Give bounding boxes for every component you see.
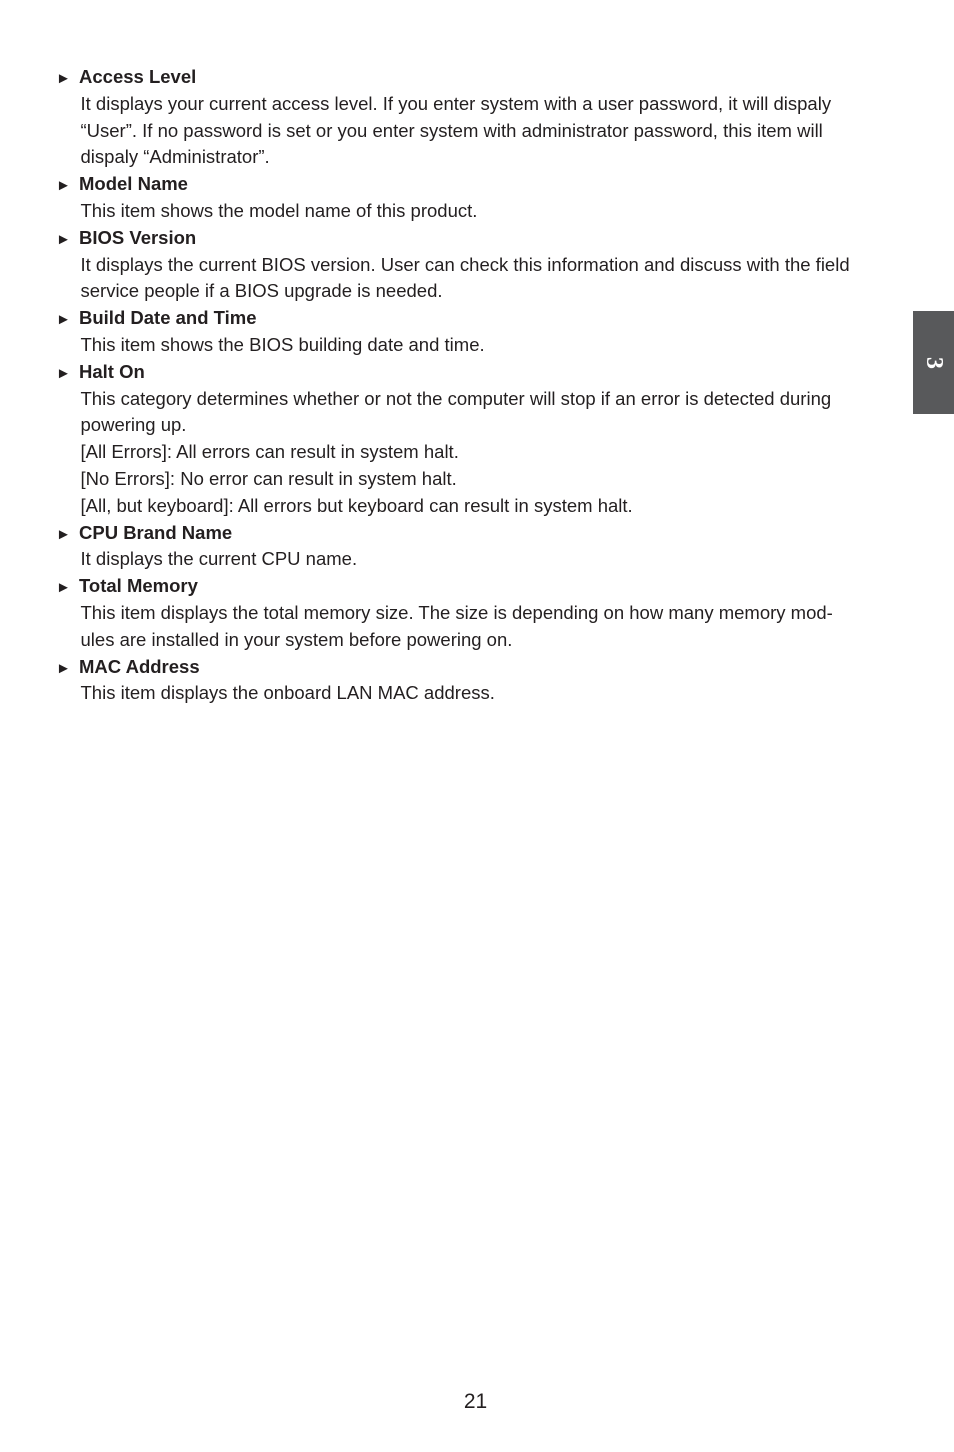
description-line: This item shows the BIOS building date and time.: [80, 333, 485, 355]
description-line: It displays the current BIOS version. User can check this information and discuss with the field: [80, 253, 850, 275]
section-description: [81, 252, 907, 306]
section-heading: [56, 359, 906, 386]
section-description: [81, 680, 907, 707]
section-heading: [56, 573, 906, 600]
description-line: “User”. If no password is set or you enter system with administrator password, this item will: [80, 119, 823, 141]
description-line: [All, but keyboard]: All errors but keyboard can result in system halt.: [80, 494, 633, 516]
section-heading: [56, 520, 906, 547]
document-body: [56, 64, 906, 707]
section-title: Total Memory: [79, 575, 198, 597]
right-pointing-triangle-icon: ►: [56, 230, 71, 248]
chapter-tab: [913, 311, 954, 414]
description-line: [No Errors]: No error can result in system halt.: [80, 467, 457, 489]
description-line: This item shows the model name of this product.: [80, 199, 478, 221]
section-description: [81, 386, 907, 520]
section-heading: [56, 171, 906, 198]
description-line: ules are installed in your system before powering on.: [80, 628, 513, 650]
description-line: powering up.: [80, 414, 187, 436]
section-heading: [56, 225, 906, 252]
right-pointing-triangle-icon: ►: [56, 177, 71, 195]
description-line: It displays your current access level. If you enter system with a user password, it will dispaly: [80, 92, 832, 114]
right-pointing-triangle-icon: ►: [56, 525, 71, 543]
section-title: Model Name: [79, 173, 188, 195]
section-description: [81, 546, 907, 573]
section-build-date-and-time: [56, 305, 906, 359]
right-pointing-triangle-icon: ►: [56, 364, 71, 382]
section-halt-on: [56, 359, 906, 520]
page-number: 21: [463, 1390, 488, 1413]
section-title: Halt On: [79, 360, 145, 382]
chapter-tab-label: 3: [920, 356, 947, 369]
description-line: This category determines whether or not the computer will stop if an error is detected during: [80, 387, 832, 409]
section-cpu-brand-name: [56, 520, 906, 574]
section-access-level: [56, 64, 906, 171]
description-line: It displays the current CPU name.: [80, 548, 358, 570]
right-pointing-triangle-icon: ►: [56, 70, 71, 87]
section-title: BIOS Version: [79, 226, 197, 248]
section-mac-address: [56, 654, 906, 708]
section-total-memory: [56, 573, 906, 653]
section-title: Build Date and Time: [79, 307, 257, 329]
description-line: dispaly “Administrator”.: [80, 146, 270, 168]
section-title: MAC Address: [79, 655, 200, 677]
section-heading: [56, 654, 906, 681]
right-pointing-triangle-icon: ►: [56, 579, 71, 597]
description-line: This item displays the onboard LAN MAC address.: [80, 682, 495, 704]
section-model-name: [56, 171, 906, 225]
description-line: This item displays the total memory size. The size is depending on how many memory mod-: [80, 601, 833, 623]
right-pointing-triangle-icon: ►: [56, 659, 71, 677]
section-title: Access Level: [79, 66, 197, 87]
section-title: CPU Brand Name: [79, 521, 233, 543]
description-line: service people if a BIOS upgrade is needed.: [80, 280, 443, 302]
section-description: [81, 332, 907, 359]
section-bios-version: [56, 225, 906, 305]
section-description: [81, 600, 907, 654]
description-line: [All Errors]: All errors can result in system halt.: [80, 441, 459, 463]
section-heading: [56, 64, 906, 91]
section-description: [81, 198, 907, 225]
section-description: [81, 91, 907, 171]
section-heading: [56, 305, 906, 332]
right-pointing-triangle-icon: ►: [56, 311, 71, 329]
